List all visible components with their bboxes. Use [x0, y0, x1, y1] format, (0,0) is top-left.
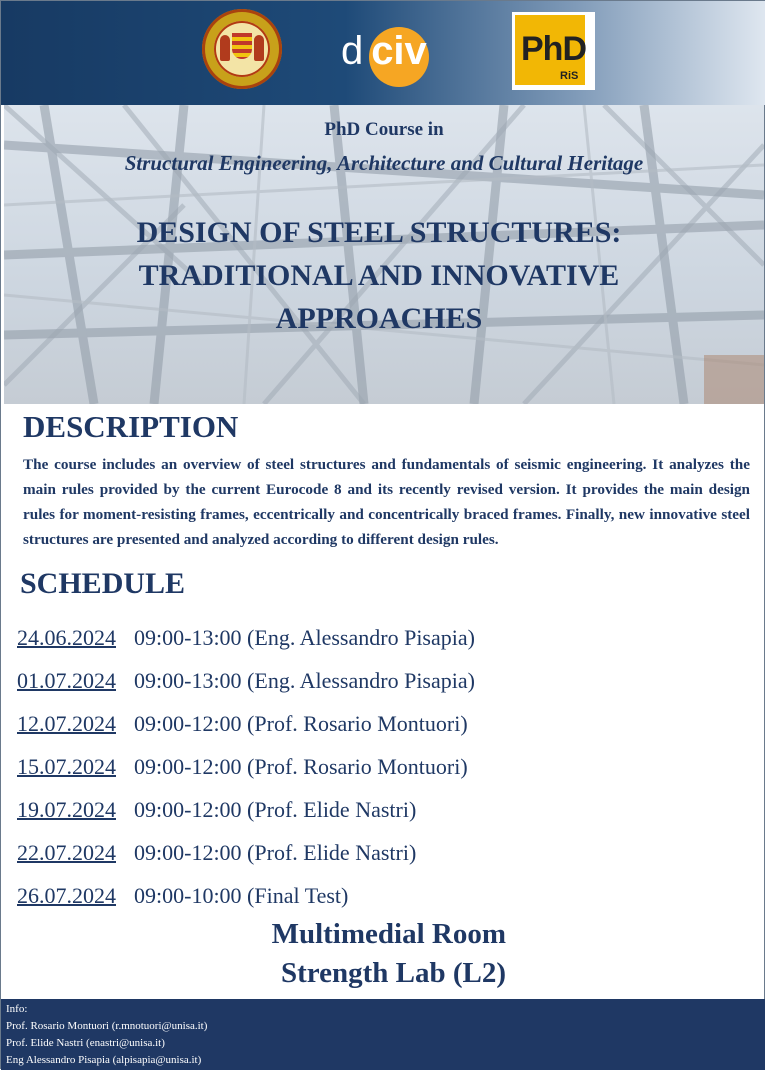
schedule-item [17, 623, 617, 666]
schedule-item [17, 752, 617, 795]
schedule-detail: 09:00-10:00 (Final Test) [134, 883, 349, 908]
schedule-date: 15.07.2024 [17, 754, 116, 779]
schedule-date: 12.07.2024 [17, 711, 116, 736]
footer-label: Info: [6, 1003, 28, 1015]
schedule-date: 26.07.2024 [17, 883, 116, 908]
footer-contact: Prof. Elide Nastri (enastri@unisa.it) [6, 1037, 165, 1049]
schedule-date: 01.07.2024 [17, 668, 116, 693]
footer-contact: Prof. Rosario Montuori (r.mnotuori@unisa.it) [6, 1020, 208, 1032]
schedule-heading: SCHEDULE [20, 567, 186, 600]
description-heading: DESCRIPTION [23, 409, 239, 444]
title-line: TRADITIONAL AND INNOVATIVE [138, 259, 620, 292]
schedule-item [17, 838, 617, 881]
hero-banner [4, 105, 764, 404]
phd-ris-logo: PhD RiS [512, 12, 595, 90]
university-seal-icon [202, 9, 282, 89]
title-line: DESIGN OF STEEL STRUCTURES: [136, 216, 622, 249]
footer-contact: Eng Alessandro Pisapia (alpisapia@unisa.it) [6, 1054, 202, 1066]
location-block [201, 915, 506, 993]
course-label: PhD Course in [324, 119, 444, 140]
info-footer [1, 999, 765, 1070]
schedule-item [17, 666, 617, 709]
location-lab: Strength Lab (L2) [280, 957, 506, 989]
description-body: The course includes an overview of steel structures and fundamentals of seismic engineering. It analyzes the main rules provided by the current Eurocode 8 and its recently revised version. It provides the main design rules for moment-resisting frames, eccentrically and concentrically braced frames. Finally, new innovative steel structures are presented and analyzed according to different design rules. [23, 456, 750, 548]
course-subtitle: Structural Engineering, Architecture and Cultural Heritage [124, 151, 644, 175]
schedule-date: 22.07.2024 [17, 840, 116, 865]
schedule-detail: 09:00-12:00 (Prof. Rosario Montuori) [134, 754, 468, 779]
schedule-detail: 09:00-13:00 (Eng. Alessandro Pisapia) [134, 668, 475, 693]
schedule-detail: 09:00-12:00 (Prof. Elide Nastri) [134, 797, 417, 822]
location-room: Multimedial Room [271, 918, 506, 950]
diciv-logo: d civ [339, 19, 435, 81]
schedule-list [17, 623, 617, 924]
title-line: APPROACHES [275, 302, 483, 335]
schedule-detail: 09:00-12:00 (Prof. Elide Nastri) [134, 840, 417, 865]
schedule-detail: 09:00-12:00 (Prof. Rosario Montuori) [134, 711, 468, 736]
schedule-date: 19.07.2024 [17, 797, 116, 822]
schedule-item [17, 709, 617, 752]
schedule-item [17, 795, 617, 838]
schedule-detail: 09:00-13:00 (Eng. Alessandro Pisapia) [134, 625, 475, 650]
schedule-date: 24.06.2024 [17, 625, 116, 650]
course-title [64, 211, 694, 340]
header-band [1, 1, 765, 105]
